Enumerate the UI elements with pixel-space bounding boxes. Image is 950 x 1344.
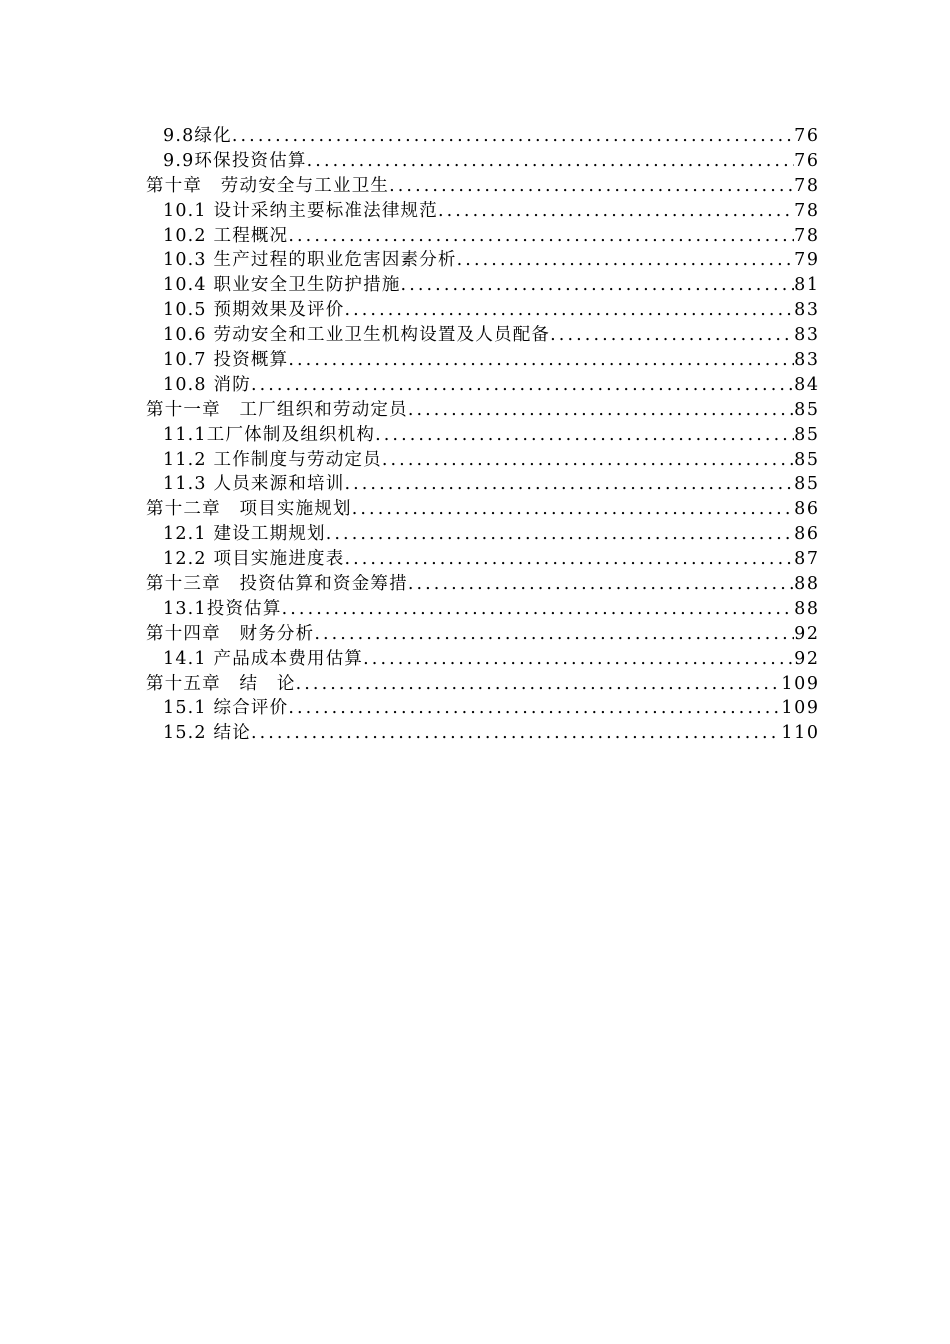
toc-entry-label: 15.2 结论 xyxy=(163,723,251,744)
toc-entry-label: 15.1 综合评价 xyxy=(163,698,289,719)
toc-dot-leader xyxy=(382,448,794,473)
toc-entry[interactable] xyxy=(146,248,818,273)
toc-entry-label: 第十二章 项目实施规划 xyxy=(146,499,352,520)
toc-dot-leader xyxy=(344,472,794,497)
toc-entry-page-number: 86 xyxy=(794,524,820,545)
toc-entry-page-number: 85 xyxy=(794,449,820,470)
toc-entry[interactable] xyxy=(146,497,818,522)
table-of-contents xyxy=(146,124,818,746)
toc-entry-page-number: 81 xyxy=(794,275,820,296)
toc-entry[interactable] xyxy=(146,572,818,597)
toc-dot-leader xyxy=(408,572,794,597)
toc-entry-page-number: 92 xyxy=(794,623,820,644)
toc-entry-label: 第十四章 财务分析 xyxy=(146,623,315,644)
toc-dot-leader xyxy=(251,721,781,746)
toc-entry-page-number: 92 xyxy=(794,648,820,669)
toc-entry[interactable] xyxy=(146,323,818,348)
toc-entry[interactable] xyxy=(146,597,818,622)
toc-dot-leader xyxy=(288,224,794,249)
toc-entry-label: 12.2 项目实施进度表 xyxy=(163,549,345,570)
toc-entry-page-number: 78 xyxy=(794,225,820,246)
toc-entry-page-number: 88 xyxy=(794,574,820,595)
toc-dot-leader xyxy=(457,248,794,273)
toc-entry-label: 12.1 建设工期规划 xyxy=(163,524,326,545)
toc-entry[interactable] xyxy=(146,647,818,672)
toc-entry-label: 10.3 生产过程的职业危害因素分析 xyxy=(163,250,457,271)
toc-dot-leader xyxy=(352,497,794,522)
toc-entry-label: 14.1 产品成本费用估算 xyxy=(163,648,364,669)
toc-entry-page-number: 79 xyxy=(794,250,820,271)
toc-dot-leader xyxy=(251,373,794,398)
toc-entry-label: 第十章 劳动安全与工业卫生 xyxy=(146,175,390,196)
toc-entry-page-number: 110 xyxy=(781,723,820,744)
toc-dot-leader xyxy=(314,622,794,647)
toc-entry-label: 9.8绿化 xyxy=(163,126,232,146)
toc-entry-label: 11.3 人员来源和培训 xyxy=(163,474,345,495)
toc-entry[interactable] xyxy=(146,547,818,572)
toc-entry-label: 10.5 预期效果及评价 xyxy=(163,300,345,321)
toc-entry-page-number: 85 xyxy=(794,399,820,420)
toc-dot-leader xyxy=(550,323,794,348)
toc-dot-leader xyxy=(232,124,794,149)
toc-entry[interactable] xyxy=(146,124,818,149)
toc-entry-page-number: 83 xyxy=(794,300,820,321)
toc-entry-label: 10.2 工程概况 xyxy=(163,225,289,246)
toc-dot-leader xyxy=(344,298,794,323)
toc-dot-leader xyxy=(326,522,794,547)
toc-entry-label: 10.7 投资概算 xyxy=(163,350,289,371)
toc-entry[interactable] xyxy=(146,622,818,647)
toc-entry-page-number: 88 xyxy=(794,598,820,619)
toc-entry-label: 13.1投资估算 xyxy=(163,598,282,619)
toc-entry-page-number: 83 xyxy=(794,325,820,346)
toc-entry-label: 第十三章 投资估算和资金筹措 xyxy=(146,574,408,595)
toc-entry-label: 9.9环保投资估算 xyxy=(163,150,307,171)
toc-entry-label: 第十五章 结 论 xyxy=(146,673,296,694)
toc-entry-page-number: 87 xyxy=(794,549,820,570)
toc-entry[interactable] xyxy=(146,174,818,199)
toc-entry-label: 10.8 消防 xyxy=(163,374,251,395)
toc-entry-label: 11.2 工作制度与劳动定员 xyxy=(163,449,382,470)
toc-entry[interactable] xyxy=(146,696,818,721)
toc-entry-page-number: 78 xyxy=(794,175,820,196)
toc-entry[interactable] xyxy=(146,373,818,398)
toc-entry[interactable] xyxy=(146,472,818,497)
toc-entry-label: 11.1工厂体制及组织机构 xyxy=(163,424,376,445)
toc-dot-leader xyxy=(363,647,794,672)
toc-dot-leader xyxy=(401,273,795,298)
toc-entry[interactable] xyxy=(146,398,818,423)
toc-dot-leader xyxy=(438,199,794,224)
toc-dot-leader xyxy=(288,696,781,721)
toc-entry[interactable] xyxy=(146,448,818,473)
toc-entry-page-number: 86 xyxy=(794,499,820,520)
toc-entry[interactable] xyxy=(146,672,818,697)
toc-entry[interactable] xyxy=(146,149,818,174)
toc-entry[interactable] xyxy=(146,522,818,547)
toc-entry-page-number: 76 xyxy=(794,150,820,171)
toc-dot-leader xyxy=(344,547,794,572)
toc-dot-leader xyxy=(408,398,794,423)
toc-entry-label: 10.4 职业安全卫生防护措施 xyxy=(163,275,401,296)
toc-dot-leader xyxy=(288,348,794,373)
toc-entry[interactable] xyxy=(146,199,818,224)
toc-entry[interactable] xyxy=(146,423,818,448)
toc-entry[interactable] xyxy=(146,348,818,373)
toc-entry-label: 10.1 设计采纳主要标准法律规范 xyxy=(163,200,438,221)
toc-entry-page-number: 83 xyxy=(794,350,820,371)
toc-dot-leader xyxy=(389,174,794,199)
toc-dot-leader xyxy=(307,149,794,174)
toc-entry-page-number: 109 xyxy=(781,673,820,694)
toc-entry[interactable] xyxy=(146,298,818,323)
toc-entry-page-number: 109 xyxy=(781,698,820,719)
toc-entry-page-number: 76 xyxy=(794,126,820,146)
toc-entry-label: 10.6 劳动安全和工业卫生机构设置及人员配备 xyxy=(163,325,551,346)
toc-dot-leader xyxy=(296,672,782,697)
toc-entry-label: 第十一章 工厂组织和劳动定员 xyxy=(146,399,408,420)
toc-entry[interactable] xyxy=(146,721,818,746)
toc-entry[interactable] xyxy=(146,273,818,298)
toc-entry-page-number: 84 xyxy=(794,374,820,395)
toc-dot-leader xyxy=(282,597,795,622)
toc-dot-leader xyxy=(375,423,794,448)
toc-entry-page-number: 85 xyxy=(794,474,820,495)
toc-entry[interactable] xyxy=(146,224,818,249)
toc-entry-page-number: 85 xyxy=(794,424,820,445)
toc-entry-page-number: 78 xyxy=(794,200,820,221)
